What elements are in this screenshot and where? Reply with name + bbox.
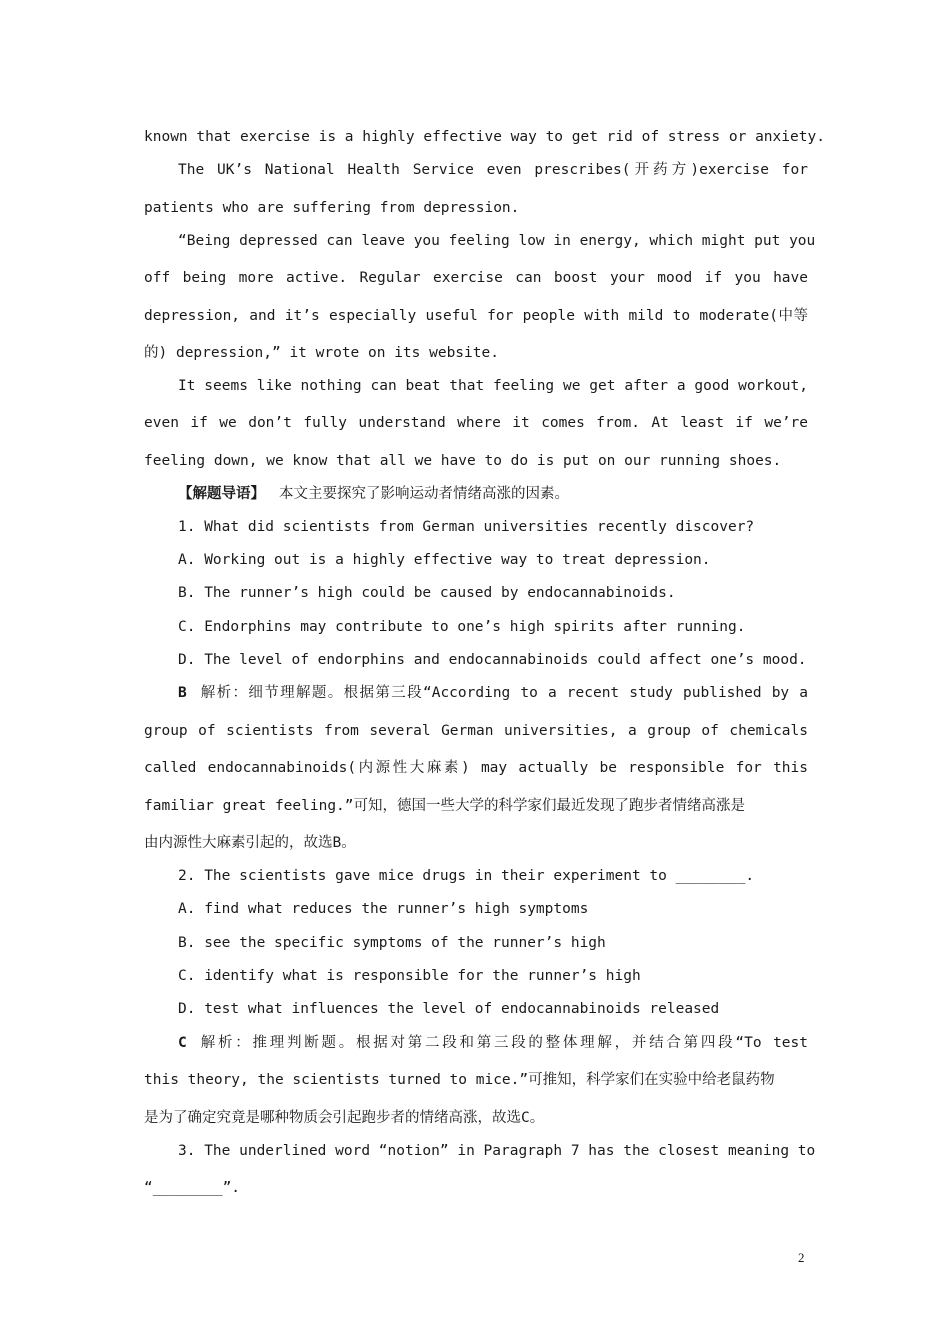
- text-line: patients who are suffering from depression.: [144, 200, 520, 216]
- text-line: called endocannabinoids(内源性大麻素) may actually be responsible for this: [144, 760, 808, 776]
- option-b: B. see the specific symptoms of the runner’s high: [178, 935, 606, 951]
- option-a: A. Working out is a highly effective way to treat depression.: [178, 552, 711, 568]
- option-c: C. identify what is responsible for the runner’s high: [178, 968, 641, 984]
- text-line: group of scientists from several German universities, a group of chemicals: [144, 723, 808, 739]
- text-line: It seems like nothing can beat that feeling we get after a good workout,: [178, 378, 808, 394]
- text-line: The UK’s National Health Service even prescribes(开药方)exercise for: [178, 162, 808, 178]
- text-line: “Being depressed can leave you feeling low in energy, which might put you: [178, 233, 816, 249]
- text-line: depression, and it’s especially useful for people with mild to moderate(中等: [144, 308, 808, 324]
- analysis-text: 解析：推理判断题。根据对第二段和第三段的整体理解，并结合第四段“To test: [200, 1035, 808, 1051]
- text-line: 由内源性大麻素引起的，故选B。: [144, 835, 356, 851]
- option-b: B. The runner’s high could be caused by endocannabinoids.: [178, 585, 676, 601]
- text-line: familiar great feeling.”可知，德国一些大学的科学家们最近发现了跑步者情绪高涨是: [144, 798, 746, 814]
- text-line: feeling down, we know that all we have to do is put on our running shoes.: [144, 453, 782, 469]
- question-1: 1. What did scientists from German universities recently discover?: [178, 519, 755, 535]
- question-3: 3. The underlined word “notion” in Paragraph 7 has the closest meaning to: [178, 1143, 816, 1159]
- answer-letter: C: [178, 1035, 187, 1051]
- text-line: 是为了确定究竟是哪种物质会引起跑步者的情绪高涨，故选C。: [144, 1110, 545, 1126]
- text-line: off being more active. Regular exercise can boost your mood if you have: [144, 270, 808, 286]
- text-line: 的) depression,” it wrote on its website.: [144, 345, 499, 361]
- option-a: A. find what reduces the runner’s high symptoms: [178, 901, 589, 917]
- analysis-text: 解析：细节理解题。根据第三段“According to a recent study published by a: [200, 685, 808, 701]
- analysis-1-first-line: [178, 683, 808, 703]
- guide-line: [178, 484, 808, 504]
- text-line: known that exercise is a highly effective way to get rid of stress or anxiety.: [144, 129, 825, 145]
- option-d: D. test what influences the level of endocannabinoids released: [178, 1001, 720, 1017]
- guide-text: 本文主要探究了影响运动者情绪高涨的因素。: [279, 486, 569, 502]
- page-number: 2: [798, 1250, 805, 1265]
- guide-label: 【解题导语】: [178, 486, 265, 502]
- analysis-2-first-line: [178, 1033, 808, 1053]
- option-c: C. Endorphins may contribute to one’s high spirits after running.: [178, 619, 746, 635]
- text-line: even if we don’t fully understand where it comes from. At least if we’re: [144, 415, 808, 431]
- option-d: D. The level of endorphins and endocannabinoids could affect one’s mood.: [178, 652, 807, 668]
- answer-letter: B: [178, 685, 187, 701]
- text-line: “________”.: [144, 1180, 241, 1196]
- text-line: this theory, the scientists turned to mice.”可推知，科学家们在实验中给老鼠药物: [144, 1072, 775, 1088]
- question-2: 2. The scientists gave mice drugs in their experiment to ________.: [178, 868, 755, 884]
